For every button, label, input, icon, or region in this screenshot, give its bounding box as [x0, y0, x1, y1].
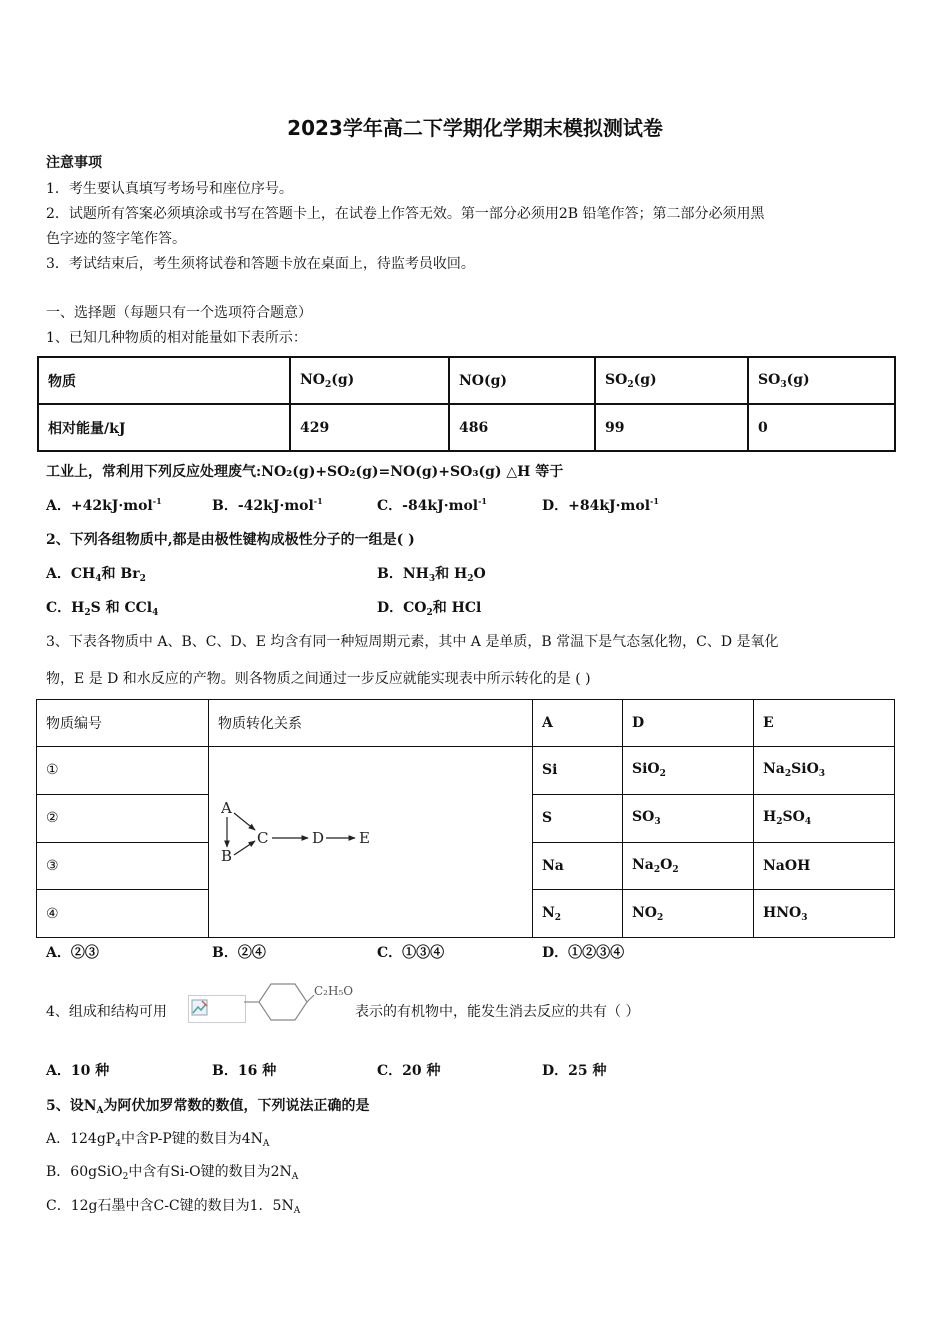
- notice-heading: 注意事项: [46, 155, 102, 171]
- table-row: [38, 404, 895, 451]
- q1-option-c[interactable]: C．-84kJ·mol$^{-1}$: [377, 496, 487, 514]
- table-cell: S: [533, 794, 623, 842]
- table-cell: ②: [37, 794, 209, 842]
- arrow-b-c: [234, 841, 255, 855]
- q3-option-b[interactable]: B．②④: [212, 945, 266, 961]
- table-cell: 99: [595, 404, 748, 451]
- table-cell: $SO_3$: [623, 794, 754, 842]
- q1-option-d[interactable]: D．+84kJ·mol$^{-1}$: [542, 496, 659, 514]
- table-cell: $H_2SO_4$: [754, 794, 895, 842]
- q2-option-c[interactable]: C．$H_2S$ 和 CCl$_4$: [46, 600, 159, 618]
- q3-option-a[interactable]: A．②③: [46, 945, 99, 961]
- table-cell: 相对能量/kJ: [38, 404, 290, 451]
- q2-stem: 2、下列各组物质中,都是由极性键构成极性分子的一组是( ): [46, 532, 415, 548]
- table-cell: Na: [533, 842, 623, 890]
- node-a: A: [221, 799, 232, 817]
- q5-option-a[interactable]: A．$124gP_4$中含P-P键的数目为$4N_A$: [46, 1131, 270, 1149]
- table-cell: $Na_2O_2$: [623, 842, 754, 890]
- q4-stem-part2: 表示的有机物中，能发生消去反应的共有（ ）: [355, 1004, 640, 1020]
- q4-stem-part1: 4、组成和结构可用: [46, 1004, 167, 1020]
- q1-text: 工业上，常利用下列反应处理废气:NO₂(g)+SO₂(g)=NO(g)+SO₃(g) △H 等于: [46, 464, 564, 480]
- q1-option-b[interactable]: B．-42kJ·mol$^{-1}$: [212, 496, 323, 514]
- conversion-table: [36, 699, 895, 938]
- page-title: 2023学年高二下学期化学期末模拟测试卷: [287, 116, 663, 140]
- broken-image-icon: [188, 995, 246, 1023]
- table-cell: $NO_2$: [623, 890, 754, 938]
- table-cell: ③: [37, 842, 209, 890]
- notice-item-1: 1．考生要认真填写考场号和座位序号。: [46, 181, 293, 197]
- table-cell: 0: [748, 404, 895, 451]
- node-d: D: [312, 829, 325, 847]
- conversion-diagram-cell: [209, 747, 533, 938]
- table-cell: $Na_2SiO_3$: [754, 747, 895, 795]
- table-cell: NaOH: [754, 842, 895, 890]
- table-row: [37, 700, 895, 747]
- q5-stem: 5、设$N_A$为阿伏加罗常数的数值，下列说法正确的是: [46, 1098, 370, 1116]
- q3-option-d[interactable]: D．①②③④: [542, 945, 625, 961]
- table-cell: ①: [37, 747, 209, 795]
- table-cell: 物质编号: [37, 700, 209, 747]
- notice-item-2-cont: 色字迹的签字笔作答。: [46, 231, 186, 247]
- q2-option-a[interactable]: A．$CH_4$和 $Br_2$: [46, 566, 146, 584]
- q1-stem: 1、已知几种物质的相对能量如下表所示：: [46, 330, 307, 346]
- table-cell: 429: [290, 404, 449, 451]
- q3-option-c[interactable]: C．①③④: [377, 945, 445, 961]
- table-cell: 物质转化关系: [209, 700, 533, 747]
- q1-option-a[interactable]: A．+42kJ·mol$^{-1}$: [46, 496, 162, 514]
- conversion-diagram: [209, 747, 523, 937]
- energy-table: [37, 356, 896, 452]
- benzene-structure: [244, 978, 356, 1026]
- notice-item-3: 3．考试结束后，考生须将试卷和答题卡放在桌面上，待监考员收回。: [46, 256, 475, 272]
- table-cell: $N_2$: [533, 890, 623, 938]
- notice-item-2: 2．试题所有答案必须填涂或书写在答题卡上，在试卷上作答无效。第一部分必须用2B 铅笔作答；第二部分必须用黑: [46, 206, 765, 222]
- table-cell: Si: [533, 747, 623, 795]
- table-cell: E: [754, 700, 895, 747]
- q4-option-d[interactable]: D．25 种: [542, 1063, 607, 1079]
- table-cell: $SO_2(g)$: [595, 357, 748, 404]
- q2-option-d[interactable]: D．$CO_2$和 HCl: [377, 600, 482, 618]
- table-row: [38, 357, 895, 404]
- table-row: [37, 747, 895, 795]
- ethoxy-group-label: C₂H₅O: [314, 984, 354, 998]
- table-cell: A: [533, 700, 623, 747]
- table-cell: ④: [37, 890, 209, 938]
- node-b: B: [221, 847, 233, 865]
- q3-stem-line1: 3、下表各物质中 A、B、C、D、E 均含有同一种短周期元素，其中 A 是单质，B 常温下是气态氢化物，C、D 是氧化: [46, 634, 779, 650]
- table-cell: NO(g): [449, 357, 595, 404]
- arrow-a-c: [234, 813, 255, 830]
- q5-option-c[interactable]: C．12g石墨中含C-C键的数目为1．$5N_A$: [46, 1198, 301, 1216]
- q2-option-b[interactable]: B．$NH_3$和 $H_2O$: [377, 566, 486, 584]
- q3-stem-line2: 物，E 是 D 和水反应的产物。则各物质之间通过一步反应就能实现表中所示转化的是 ( ): [46, 671, 591, 687]
- node-c: C: [257, 829, 269, 847]
- node-e: E: [359, 829, 370, 847]
- section-heading: 一、选择题（每题只有一个选项符合题意）: [46, 305, 312, 321]
- table-cell: 物质: [38, 357, 290, 404]
- table-cell: D: [623, 700, 754, 747]
- q4-option-a[interactable]: A．10 种: [46, 1063, 110, 1079]
- table-cell: $HNO_3$: [754, 890, 895, 938]
- q4-option-c[interactable]: C．20 种: [377, 1063, 441, 1079]
- q4-option-b[interactable]: B．16 种: [212, 1063, 277, 1079]
- table-cell: 486: [449, 404, 595, 451]
- table-cell: $NO_2(g)$: [290, 357, 449, 404]
- table-cell: $SO_3(g)$: [748, 357, 895, 404]
- table-cell: SiO$_2$: [623, 747, 754, 795]
- q5-option-b[interactable]: B．60gSiO$_2$中含有Si-O键的数目为$2N_A$: [46, 1164, 299, 1182]
